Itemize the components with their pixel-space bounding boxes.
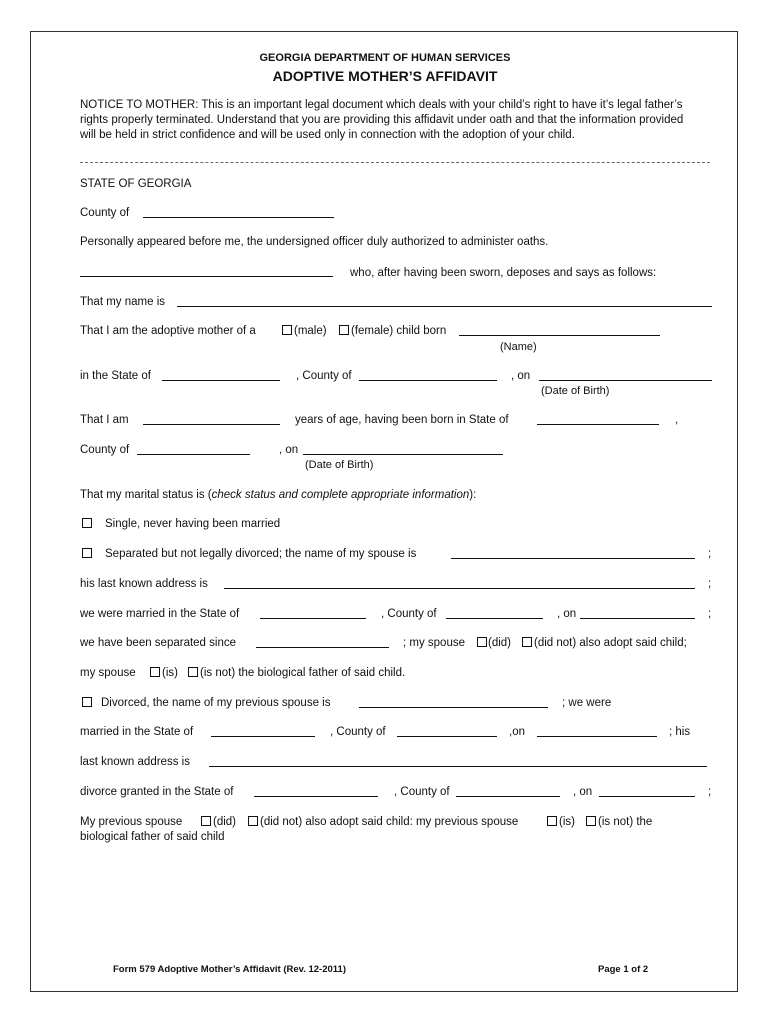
age-field[interactable] — [143, 424, 280, 425]
is-label-2: (is) — [559, 816, 575, 828]
div-county-label: , County of — [330, 726, 386, 738]
birth-on-label: , on — [511, 370, 531, 382]
adoptive-mother-label: That I am the adoptive mother of a — [80, 325, 256, 337]
male-label: (male) — [294, 325, 327, 337]
agency-heading: GEORGIA DEPARTMENT OF HUMAN SERVICES — [259, 52, 511, 64]
married-in-state-label: married in the State of — [80, 726, 194, 738]
spouse-name-field[interactable] — [451, 558, 695, 559]
is-label: (is) — [162, 667, 178, 679]
page-number: Page 1 of 2 — [598, 964, 649, 975]
county-label: County of — [80, 207, 130, 219]
born-state-label: years of age, having been born in State of — [295, 414, 509, 426]
married-on-label: , on — [557, 608, 577, 620]
last-known-label: last known address is — [80, 756, 190, 768]
marital-status-label: That my marital status is (check status and complete appropriate information): — [80, 489, 477, 501]
female-label: (female) child born — [351, 325, 447, 337]
prev-spouse-name-field[interactable] — [359, 707, 548, 708]
divorce-county-label: , County of — [394, 786, 450, 798]
separated-since-label: we have been separated since — [80, 637, 236, 649]
form-id: Form 579 Adoptive Mother’s Affidavit (Rev. 12-2011) — [113, 964, 346, 975]
his-label: ; his — [669, 726, 691, 738]
spouse-address-field[interactable] — [224, 588, 695, 589]
is-not-bio-label: (is not) the biological father of said child. — [200, 667, 406, 679]
my-spouse-label-2: my spouse — [80, 667, 136, 679]
did-label: (did) — [488, 637, 512, 649]
prev-did-not-checkbox[interactable] — [248, 816, 258, 826]
spouse-is-not-checkbox[interactable] — [188, 667, 198, 677]
female-checkbox[interactable] — [339, 325, 349, 335]
we-were-label: ; we were — [562, 697, 612, 709]
officer-name-field[interactable] — [80, 276, 333, 277]
divorced-label: Divorced, the name of my previous spouse is — [101, 697, 331, 709]
did-not-label-2: (did not) also adopt said child: my previous spouse — [260, 816, 519, 828]
state-label: STATE OF GEORGIA — [80, 178, 192, 190]
separated-label: Separated but not legally divorced; the name of my spouse is — [105, 548, 417, 560]
spouse-is-checkbox[interactable] — [150, 667, 160, 677]
prev-is-checkbox[interactable] — [547, 816, 557, 826]
semicolon: ; — [708, 608, 712, 620]
mother-birth-state-field[interactable] — [537, 424, 659, 425]
did-not-adopt-label: (did not) also adopt said child; — [534, 637, 687, 649]
comma-text: , — [675, 414, 679, 426]
dashed-divider — [80, 162, 710, 163]
divorce-county-field[interactable] — [456, 796, 560, 797]
page-frame — [30, 31, 738, 992]
county-field[interactable] — [143, 217, 334, 218]
prev-spouse-label: My previous spouse — [80, 816, 183, 828]
bio-father-label: biological father of said child — [80, 831, 225, 843]
page-title: ADOPTIVE MOTHER’S AFFIDAVIT — [272, 68, 498, 84]
name-caption: (Name) — [500, 341, 537, 353]
single-label: Single, never having been married — [105, 518, 281, 530]
did-label-2: (did) — [213, 816, 237, 828]
birth-county-label: , County of — [296, 370, 352, 382]
birth-state-field[interactable] — [162, 380, 280, 381]
mother-dob-field[interactable] — [303, 454, 503, 455]
married-state-field[interactable] — [260, 618, 366, 619]
mother-birth-county-field[interactable] — [137, 454, 250, 455]
name-label: That my name is — [80, 296, 165, 308]
divorce-state-field[interactable] — [254, 796, 378, 797]
married-county-field[interactable] — [446, 618, 543, 619]
separated-checkbox[interactable] — [82, 548, 92, 558]
spouse-did-checkbox[interactable] — [477, 637, 487, 647]
is-not-label-2: (is not) the — [598, 816, 653, 828]
div-married-date-field[interactable] — [537, 736, 657, 737]
child-dob-field[interactable] — [539, 380, 712, 381]
prev-did-checkbox[interactable] — [201, 816, 211, 826]
mother-on-label: , on — [279, 444, 299, 456]
semicolon: ; — [708, 578, 712, 590]
age-label: That I am — [80, 414, 129, 426]
single-checkbox[interactable] — [82, 518, 92, 528]
mother-dob-caption: (Date of Birth) — [305, 459, 374, 471]
div-married-state-field[interactable] — [211, 736, 315, 737]
mother-county-label: County of — [80, 444, 130, 456]
divorce-granted-label: divorce granted in the State of — [80, 786, 234, 798]
my-spouse-label: ; my spouse — [403, 637, 465, 649]
prev-spouse-address-field[interactable] — [209, 766, 707, 767]
dob-caption: (Date of Birth) — [541, 385, 610, 397]
prev-is-not-checkbox[interactable] — [586, 816, 596, 826]
last-address-label: his last known address is — [80, 578, 208, 590]
notice-paragraph: NOTICE TO MOTHER: This is an important legal document which deals with your child’s right to have it’s legal father’s rights properly terminated. Understand that you are providing this affidavit under oath and that the information provided will be held in strict confidence and will be used only in connection with the adoption of your child. — [80, 99, 684, 141]
male-checkbox[interactable] — [282, 325, 292, 335]
divorced-checkbox[interactable] — [82, 697, 92, 707]
personally-text: Personally appeared before me, the undersigned officer duly authorized to administer oaths. — [80, 236, 549, 248]
divorce-date-field[interactable] — [599, 796, 695, 797]
divorce-on-label: , on — [573, 786, 593, 798]
spouse-did-not-checkbox[interactable] — [522, 637, 532, 647]
married-state-label: we were married in the State of — [80, 608, 240, 620]
birth-county-field[interactable] — [359, 380, 497, 381]
separated-since-field[interactable] — [256, 647, 389, 648]
semicolon: ; — [708, 786, 712, 798]
married-county-label: , County of — [381, 608, 437, 620]
sworn-text: who, after having been sworn, deposes and says as follows: — [350, 267, 657, 279]
semicolon: ; — [708, 548, 712, 560]
married-date-field[interactable] — [580, 618, 695, 619]
birth-state-label: in the State of — [80, 370, 151, 382]
div-on-label: ,on — [509, 726, 525, 738]
child-name-field[interactable] — [459, 335, 660, 336]
div-married-county-field[interactable] — [397, 736, 497, 737]
mother-name-field[interactable] — [177, 306, 712, 307]
